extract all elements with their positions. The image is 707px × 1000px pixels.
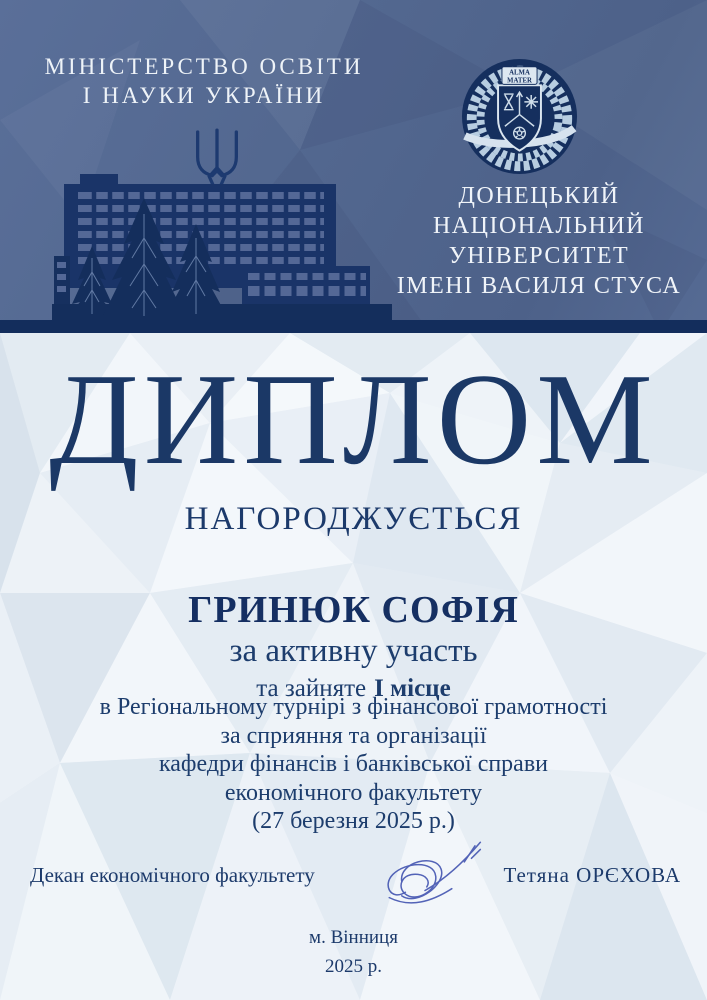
alma-banner-line2: MATER [507,77,532,85]
signature-scribble [375,833,500,931]
award-details-line: в Регіональному турнірі з фінансової грамотності [99,694,608,720]
certificate-body [0,333,707,1000]
award-reason-line1: за активну участь [229,633,478,669]
diploma-title: ДИПЛОМ [49,347,658,492]
signer-name: Тетяна ОРЄХОВА [503,863,681,887]
award-place-bold: І місце [374,675,451,702]
university-name-line2: НАЦІОНАЛЬНИЙ [432,213,646,239]
award-details [0,693,707,836]
award-details-line: за сприяння та організації [220,722,487,749]
award-details-line: економічного факультету [224,779,483,806]
alma-mater-banner [502,67,537,85]
university-name-line3: УНІВЕРСИТЕТ [448,243,630,269]
ministry-title-line1: МІНІСТЕРСТВО ОСВІТИ [44,54,364,79]
university-emblem [461,58,578,175]
university-name [376,181,702,301]
signer-title: Декан економічного факультету [30,863,315,887]
award-reason-line2-prefix: та зайняте [256,675,367,702]
ministry-title-line2: І НАУКИ УКРАЇНИ [82,83,326,108]
certificate-header [0,0,707,333]
university-name-line4: ІМЕНІ ВАСИЛЯ СТУСА [396,273,682,299]
award-details-line: кафедри фінансів і банківської справи [158,751,549,777]
year-label: 2025 р. [325,956,382,977]
university-building-illustration [52,168,392,320]
awarded-to-label: НАГОРОДЖУЄТЬСЯ [184,501,523,537]
university-name-line1: ДОНЕЦЬКИЙ [458,183,620,209]
award-details-line: (27 березня 2025 р.) [252,808,455,834]
star-icon [524,95,538,109]
place-label: м. Вінниця [309,927,398,948]
alma-banner-line1: ALMA [509,69,530,77]
header-divider-band [0,320,707,333]
ministry-title [26,52,382,110]
recipient-name: ГРИНЮК СОФІЯ [188,589,519,631]
